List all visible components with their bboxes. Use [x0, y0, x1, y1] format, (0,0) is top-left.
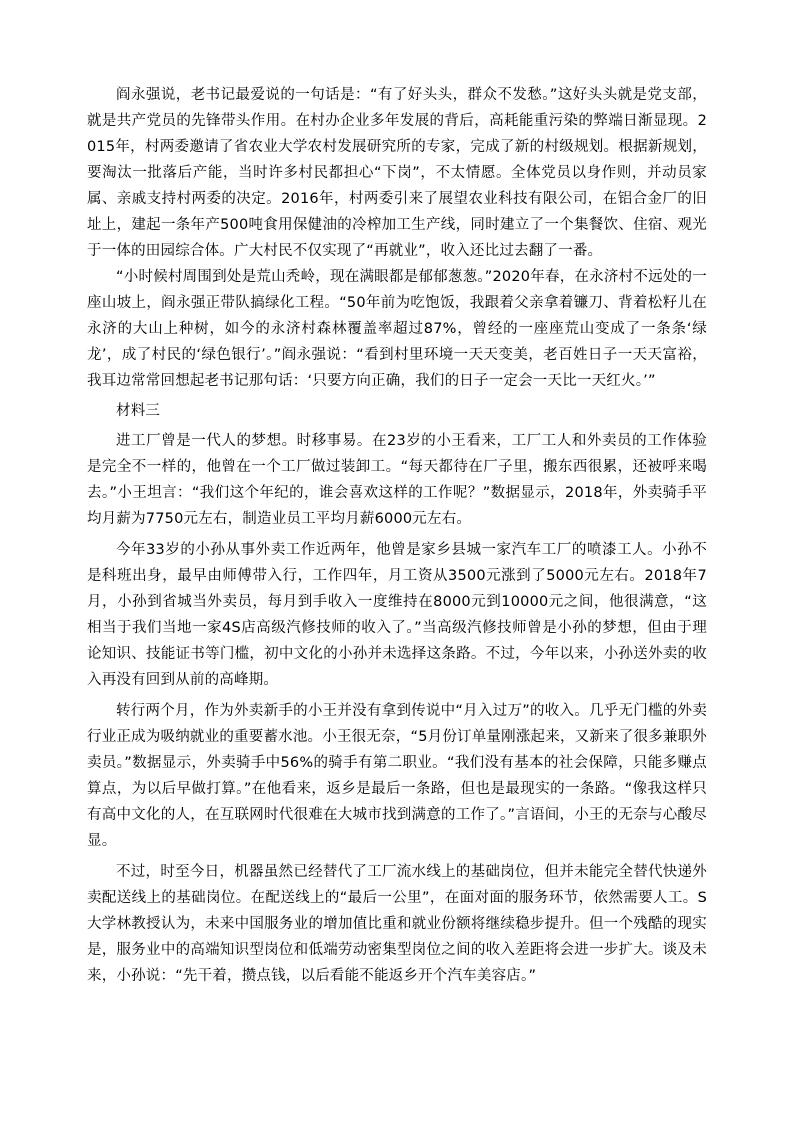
paragraph-yan-yongqiang-quote: 阎永强说，老书记最爱说的一句话是：“有了好头头，群众不发愁。”这好头头就是党支部，就是共产党员的先锋带头作用。在村办企业多年发展的背后，高耗能重污染的弊端日渐显现。2015年，村两委邀请了省农业大学农村发展研究所的专家，完成了新的村级规划。根据新规划，要淘汰一批落后产能，当时许多村民都担心“下岗”，不太情愿。全体党员以身作则，并动员家属、亲戚支持村两委的决定。2016年，村两委引来了展望农业科技有限公司，在铝合金厂的旧址上，建起一条年产500吨食用保健油的冷榨加工生产线，同时建立了一个集餐饮、住宿、观光于一体的田园综合体。广大村民不仅实现了“再就业”，收入还比过去翻了一番。	[87, 87, 707, 259]
paragraph-greening-project: “小时候村周围到处是荒山秃岭，现在满眼都是郁郁葱葱。”2020年春，在永济村不远处的一座山坡上，阎永强正带队搞绿化工程。“50年前为吃饱饭，我跟着父亲拿着镰刀、背着松籽儿在永济的大山上种树，如今的永济村森林覆盖率超过87%，曾经的一座座荒山变成了一条条‘绿龙’，成了村民的‘绿色银行’。”阎永强说：“看到村里环境一天天变美，老百姓日子一天天富裕，我耳边常常回想起老书记那句话：‘只要方向正确，我们的日子一定会一天比一天红火。’”	[87, 269, 707, 389]
document-body	[87, 82, 707, 994]
paragraph-xiao-wang-factory: 进工厂曾是一代人的梦想。时移事易。在23岁的小王看来，工厂工人和外卖员的工作体验是完全不一样的，他曾在一个工厂做过装卸工。“每天都待在厂子里，搬东西很累，还被呼来喝去。”小王坦言：“我们这个年纪的，谁会喜欢这样的工作呢？”数据显示，2018年，外卖骑手平均月薪为7750元左右，制造业员工平均月薪6000元左右。	[87, 433, 707, 527]
paragraph-new-delivery-rider: 转行两个月，作为外卖新手的小王并没有拿到传说中“月入过万”的收入。几乎无门槛的外卖行业正成为吸纳就业的重要蓄水池。小王很无奈，“5月份订单量刚涨起来，又新来了很多兼职外卖员。”数据显示，外卖骑手中56%的骑手有第二职业。“我们没有基本的社会保障，只能多赚点算点，为以后早做打算。”在他看来，返乡是最后一条路，但也是最现实的一条路。“像我这样只有高中文化的人，在互联网时代很难在大城市找到满意的工作了。”言语间，小王的无奈与心酸尽显。	[87, 703, 707, 849]
paragraph-service-industry-future: 不过，时至今日，机器虽然已经替代了工厂流水线上的基础岗位，但并未能完全替代快递外卖配送线上的基础岗位。在配送线上的“最后一公里”，在面对面的服务环节，依然需要人工。S大学林教授认为，未来中国服务业的增加值比重和就业份额将继续稳步提升。但一个残酷的现实是，服务业中的高端知识型岗位和低端劳动密集型岗位之间的收入差距将会进一步扩大。谈及未来，小孙说：“先干着，攒点钱，以后看能不能返乡开个汽车美容店。”	[87, 864, 707, 984]
paragraph-xiao-sun-delivery: 今年33岁的小孙从事外卖工作近两年，他曾是家乡县城一家汽车工厂的喷漆工人。小孙不是科班出身，最早由师傅带入行，工作四年，月工资从3500元涨到了5000元左右。2018年7月，小孙到省城当外卖员，每月到手收入一度维持在8000元到10000元之间，他很满意，“这相当于我们当地一家4S店高级汽修技师的收入了。”当高级汽修技师曾是小孙的梦想，但由于理论知识、技能证书等门槛，初中文化的小孙并未选择这条路。不过，今年以来，小孙送外卖的收入再没有回到从前的高峰期。	[87, 542, 707, 688]
section-heading-material-three: 材料三	[116, 403, 161, 419]
